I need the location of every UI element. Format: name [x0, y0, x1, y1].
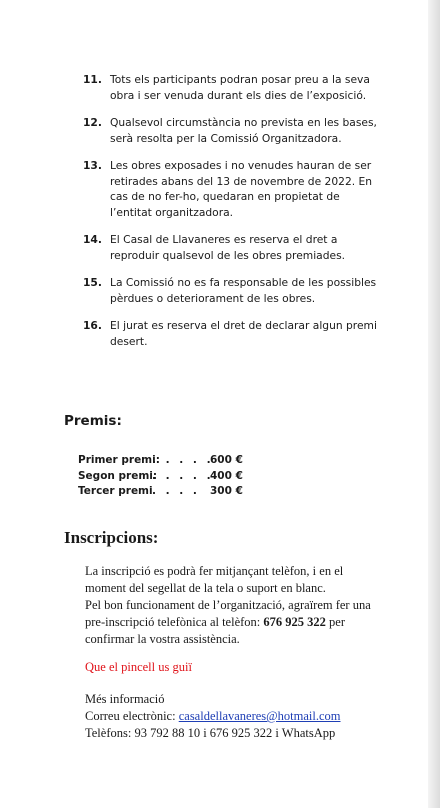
- rule-item: [83, 318, 383, 349]
- email-line: [85, 708, 405, 725]
- rule-number: 16.: [83, 319, 102, 332]
- rule-item: [83, 275, 383, 306]
- prize-value: 400 €: [210, 469, 243, 482]
- prize-row-second: [78, 469, 243, 485]
- email-link[interactable]: casaldellavaneres@hotmail.com: [178, 709, 341, 723]
- prize-dots: . . . . .: [152, 469, 214, 482]
- slogan: Que el pincell us guiï: [85, 660, 192, 674]
- rule-text: El jurat es reserva el dret de declarar algun premi desert.: [110, 319, 377, 348]
- rules-list: [83, 72, 383, 361]
- rule-item: [83, 115, 383, 146]
- rule-number: 14.: [83, 233, 102, 246]
- rule-item: [83, 158, 383, 220]
- prize-row-third: [78, 484, 243, 500]
- more-info-heading: Més informació: [85, 692, 165, 706]
- registrations-paragraph-1: La inscripció es podrà fer mitjançant telèfon, i en el moment del segellat de la tela o suport en blanc.: [85, 564, 344, 595]
- prize-dots: . . . . .: [152, 454, 214, 466]
- prize-value: 600 €: [210, 454, 243, 466]
- rule-text: Qualsevol circumstància no prevista en les bases, serà resolta per la Comissió Organitzadora.: [110, 116, 377, 145]
- registrations-text-end: per confirmar la vostra assistència.: [85, 615, 345, 646]
- more-info: [85, 691, 405, 742]
- rule-text: La Comissió no es fa responsable de les possibles pèrdues o deteriorament de les obres.: [110, 276, 377, 305]
- registrations-text: Pel bon funcionament de l’organització, agraïrem fer una pre-inscripció telefònica al telèfon:: [85, 598, 371, 629]
- prizes-list: [78, 453, 243, 500]
- prizes-heading: Premis:: [64, 413, 122, 429]
- rule-text: Tots els participants podran posar preu a la seva obra i ser venuda durant els dies de l’exposició.: [110, 73, 370, 102]
- page-edge-shadow: [428, 0, 440, 808]
- prize-label: Segon premi:: [78, 469, 158, 482]
- prize-value: 300 €: [210, 485, 243, 497]
- registrations-heading: Inscripcions:: [64, 528, 159, 547]
- rule-text: Les obres exposades i no venudes hauran de ser retirades abans del 13 de novembre de 2022. En cas de no fer-ho, quedaran en propietat de l’entitat organitzadora.: [110, 159, 373, 219]
- rule-number: 11.: [83, 73, 102, 86]
- prize-dots: . . . .: [152, 485, 200, 497]
- rule-item: [83, 72, 383, 103]
- phones-line: Telèfons: 93 792 88 10 i 676 925 322 i WhatsApp: [85, 726, 336, 740]
- rule-number: 15.: [83, 276, 102, 289]
- prize-row-first: [78, 453, 243, 469]
- registrations-paragraph-2: [85, 597, 385, 648]
- registration-phone: 676 925 322: [263, 615, 326, 629]
- prize-label: Tercer premi: [78, 485, 153, 497]
- email-label: Correu electrònic:: [85, 709, 179, 723]
- registrations-body: [85, 563, 385, 648]
- rule-number: 12.: [83, 116, 102, 129]
- rule-number: 13.: [83, 159, 102, 172]
- rule-text: El Casal de Llavaneres es reserva el dret a reproduir qualsevol de les obres premiades.: [110, 233, 346, 262]
- prize-label: Primer premi:: [78, 454, 160, 466]
- rule-item: [83, 232, 383, 263]
